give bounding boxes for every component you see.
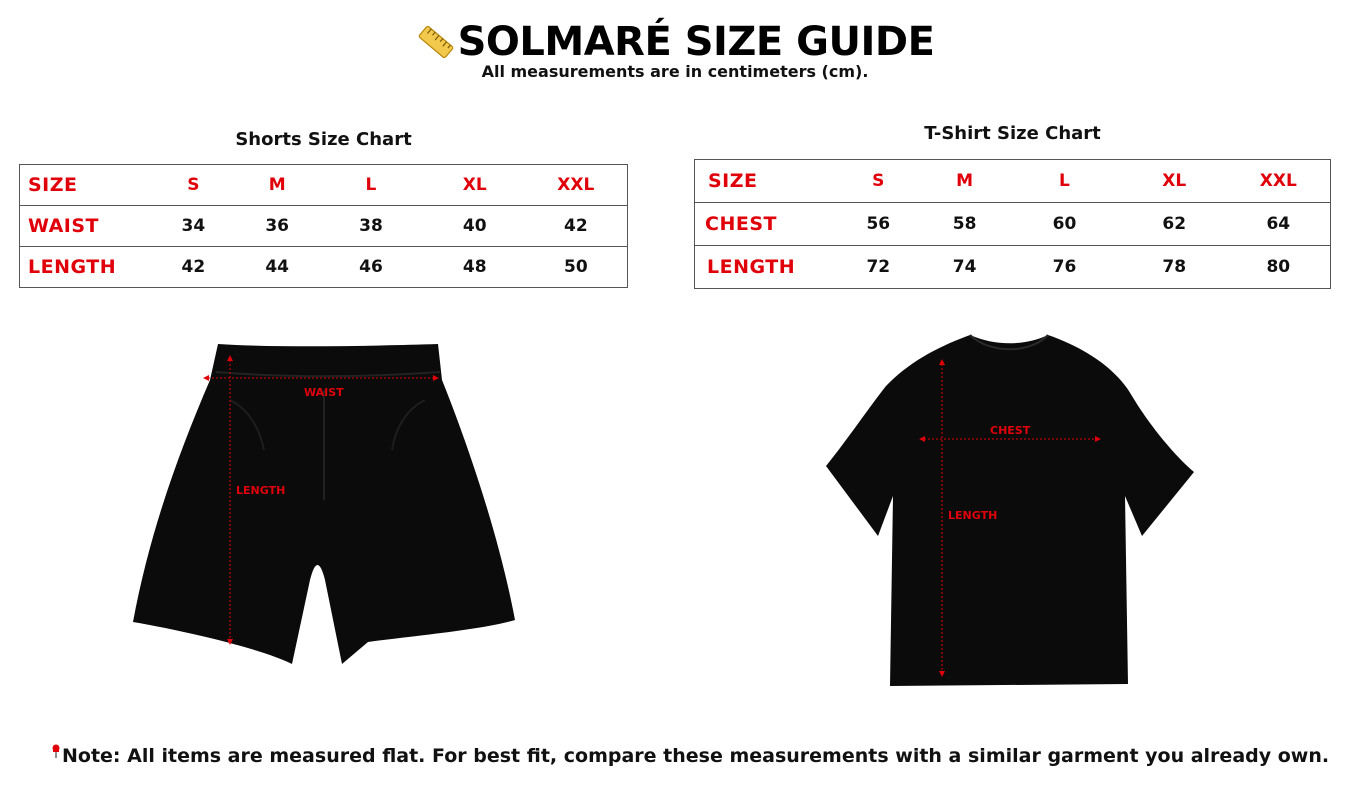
row-label-waist: WAIST	[20, 206, 150, 247]
size-m-header: M	[922, 160, 1007, 203]
footnote	[50, 744, 1330, 767]
length-label: LENGTH	[948, 509, 998, 522]
waist-label: WAIST	[304, 386, 344, 399]
size-header-cell: SIZE	[695, 160, 835, 203]
size-xxl-header: XXL	[1227, 160, 1331, 203]
chest-label: CHEST	[990, 424, 1031, 437]
size-l-header: L	[317, 165, 425, 206]
page-subtitle: All measurements are in centimeters (cm).	[481, 62, 869, 81]
table-cell: 80	[1227, 246, 1331, 289]
shorts-diagram	[120, 330, 530, 680]
size-m-header: M	[237, 165, 317, 206]
table-cell: 46	[317, 247, 425, 288]
row-label-chest: CHEST	[695, 203, 835, 246]
size-xl-header: XL	[425, 165, 525, 206]
table-cell: 76	[1007, 246, 1122, 289]
size-s-header: S	[149, 165, 237, 206]
table-row	[695, 246, 1331, 289]
shorts-chart-title: Shorts Size Chart	[235, 129, 412, 150]
tshirt-size-table	[694, 159, 1331, 289]
table-header-row	[20, 165, 628, 206]
table-cell: 64	[1227, 203, 1331, 246]
table-row	[695, 203, 1331, 246]
table-cell: 48	[425, 247, 525, 288]
table-cell: 62	[1122, 203, 1227, 246]
table-cell: 56	[834, 203, 922, 246]
table-row	[20, 206, 628, 247]
size-l-header: L	[1007, 160, 1122, 203]
table-cell: 34	[149, 206, 237, 247]
size-xl-header: XL	[1122, 160, 1227, 203]
table-cell: 42	[525, 206, 628, 247]
size-xxl-header: XXL	[525, 165, 628, 206]
length-label: LENGTH	[236, 484, 286, 497]
table-cell: 50	[525, 247, 628, 288]
tshirt-chart-title: T-Shirt Size Chart	[924, 123, 1101, 144]
size-header-cell: SIZE	[20, 165, 150, 206]
page-title	[416, 18, 935, 66]
page-header	[0, 18, 1350, 82]
table-cell: 44	[237, 247, 317, 288]
table-cell: 60	[1007, 203, 1122, 246]
table-cell: 72	[834, 246, 922, 289]
table-row	[20, 247, 628, 288]
table-header-row	[695, 160, 1331, 203]
pushpin-icon	[50, 744, 62, 758]
size-s-header: S	[834, 160, 922, 203]
table-cell: 58	[922, 203, 1007, 246]
table-cell: 74	[922, 246, 1007, 289]
row-label-length: LENGTH	[695, 246, 835, 289]
tshirt-diagram	[820, 326, 1200, 691]
footnote-text: Note: All items are measured flat. For best fit, compare these measurements with a similar garment you already own.	[62, 745, 1330, 767]
row-label-length: LENGTH	[20, 247, 150, 288]
page-title-text: SOLMARÉ SIZE GUIDE	[457, 19, 935, 65]
table-cell: 40	[425, 206, 525, 247]
table-cell: 36	[237, 206, 317, 247]
tshirt-silhouette	[826, 335, 1194, 686]
table-cell: 38	[317, 206, 425, 247]
ruler-icon	[416, 22, 456, 62]
table-cell: 42	[149, 247, 237, 288]
shorts-size-table	[19, 164, 628, 288]
table-cell: 78	[1122, 246, 1227, 289]
